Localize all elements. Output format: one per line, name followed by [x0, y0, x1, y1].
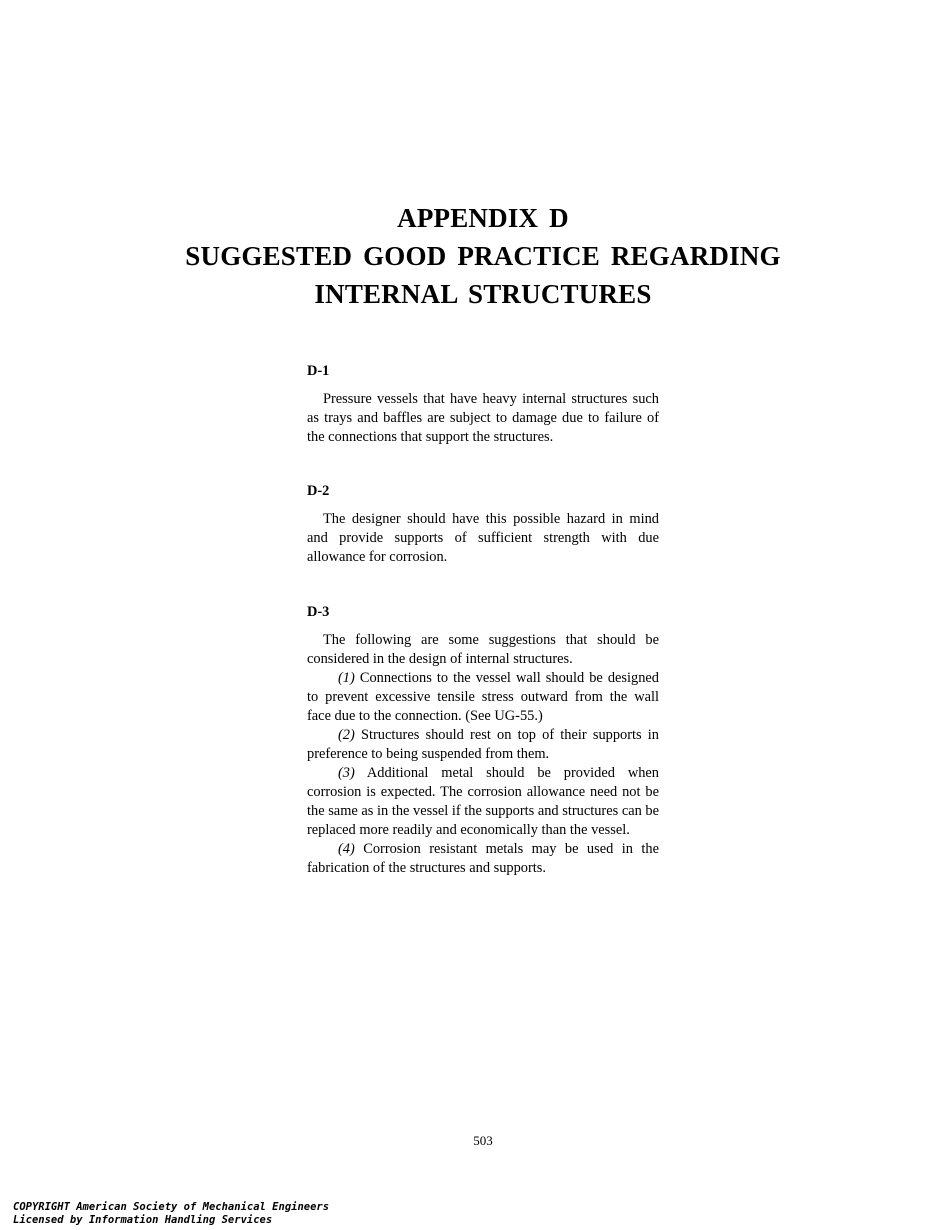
appendix-title	[0, 199, 950, 313]
item-text: Connections to the vessel wall should be designed to prevent excessive tensile stress outward from the wall face due to the connection. (See UG-55.)	[307, 670, 659, 724]
section-heading-d3: D-3	[307, 604, 330, 620]
section-body-d2	[307, 510, 659, 567]
item-number: (4)	[338, 841, 355, 857]
page-number: 503	[473, 1133, 493, 1148]
list-item	[307, 840, 659, 878]
title-line-appendix: APPENDIX D	[397, 203, 569, 233]
item-text: Corrosion resistant metals may be used in the fabrication of the structures and supports.	[307, 841, 659, 876]
copyright-footer	[13, 1201, 329, 1226]
paragraph-d2: The designer should have this possible hazard in mind and provide supports of sufficient strength with due allowance for corrosion.	[307, 511, 659, 565]
item-number: (3)	[338, 765, 355, 781]
title-line-subject: SUGGESTED GOOD PRACTICE REGARDING	[185, 241, 781, 271]
title-line-topic: INTERNAL STRUCTURES	[314, 279, 652, 309]
section-body-d1	[307, 390, 659, 447]
list-item	[307, 764, 659, 840]
list-item	[307, 726, 659, 764]
paragraph-d1: Pressure vessels that have heavy internal structures such as trays and baffles are subject to damage due to failure of the connections that support the structures.	[307, 391, 659, 445]
item-text: Structures should rest on top of their supports in preference to being suspended from them.	[307, 727, 659, 762]
list-item	[307, 669, 659, 726]
item-number: (1)	[338, 670, 355, 686]
footer-copyright-line: COPYRIGHT American Society of Mechanical Engineers	[13, 1201, 330, 1213]
item-number: (2)	[338, 727, 355, 743]
footer-license-line: Licensed by Information Handling Services	[13, 1213, 273, 1226]
item-text: Additional metal should be provided when corrosion is expected. The corrosion allowance need not be the same as in the vessel if the supports and structures can be replaced more readily and economically than the vessel.	[307, 765, 659, 838]
section-heading-d2: D-2	[307, 483, 330, 499]
section-body-d3	[307, 631, 659, 878]
paragraph-d3-intro: The following are some suggestions that should be considered in the design of internal structures.	[307, 632, 659, 667]
section-heading-d1: D-1	[307, 363, 330, 379]
